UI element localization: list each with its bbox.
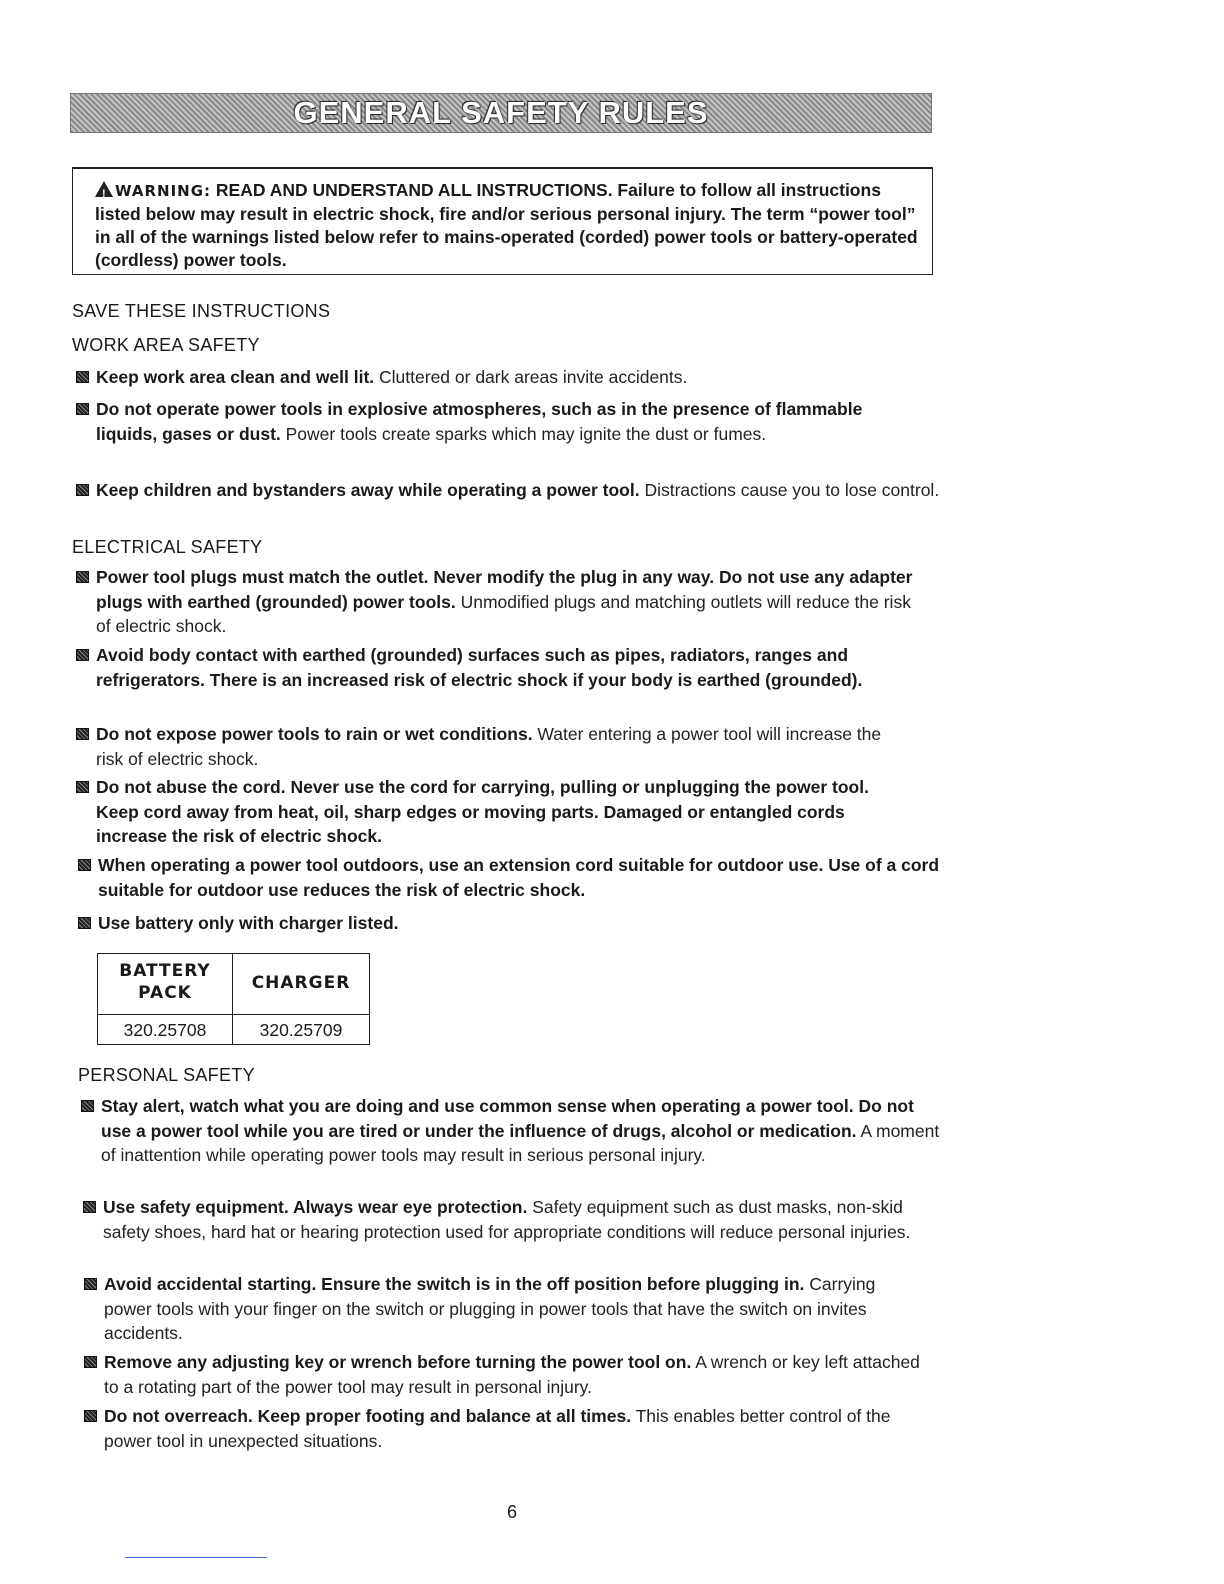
bullet-bold-text: When operating a power tool outdoors, use an extension cord suitable for outdoor use. Use of a cord suitable for outdoor use reduces the risk of electric shock. [98,855,940,900]
warning-text: READ AND UNDERSTAND ALL INSTRUCTIONS. Failure to follow all instructions listed below may result in electric shock, fire and/or serious personal injury. The term “power tool” in all of the warnings listed below refer to mains-operated (corded) power tools or battery-operated (cordless) power tools. [95,180,918,270]
bullet-bold-text: Do not overreach. Keep proper footing and balance at all times. [104,1406,632,1426]
table-header-line: PACK [138,983,192,1003]
warning-label: WARNING: [115,182,212,200]
list-item [96,722,896,771]
bullet-bold-text: Keep work area clean and well lit. [96,367,375,387]
heading-save-instructions: SAVE THESE INSTRUCTIONS [72,301,331,321]
bullet-bold-text: Avoid accidental starting. Ensure the switch is in the off position before plugging in. [104,1274,805,1294]
bullet-body-text: A wrench or key left attached to a rotating part of the power tool may result in personal injury. [104,1352,920,1397]
bullet-bold-text: Avoid body contact with earthed (grounded) surfaces such as pipes, radiators, ranges and refrigerators. There is an increased risk of electric shock if your body is earthed (grounded). [96,645,863,690]
list-item [103,1195,948,1244]
bullet-bold-text: Do not abuse the cord. Never use the cord for carrying, pulling or unplugging the power tool. Keep cord away from heat, oil, sharp edges or moving parts. Damaged or entangled cords increase the risk of electric shock. [96,777,869,846]
bullet-square-icon [76,571,89,583]
bullet-square-icon [78,917,91,929]
bullet-square-icon [76,403,89,415]
warning-paragraph [95,179,925,272]
bullet-bold-text: Use safety equipment. Always wear eye protection. [103,1197,528,1217]
list-item [96,775,916,849]
table-cell-battery-model: 320.25708 [123,1020,207,1040]
bullet-bold-text: Do not operate power tools in explosive atmospheres, such as in the presence of flammable liquids, gases or dust. [96,399,863,444]
bullet-body-text: Distractions cause you to lose control. [639,480,940,500]
table-header-line: BATTERY [119,961,211,981]
list-item [104,1350,934,1399]
list-item [104,1404,904,1453]
bullet-bold-text: Stay alert, watch what you are doing and use common sense when operating a power tool. Do not use a power tool while you are tired or under the influence of drugs, alcohol or medication. [101,1096,914,1141]
warning-box [72,167,933,275]
footer-rule [125,1557,267,1558]
bullet-square-icon [76,484,89,496]
warning-triangle-icon [95,181,113,197]
heading-personal-safety: PERSONAL SAFETY [78,1065,255,1085]
bullet-square-icon [84,1410,97,1422]
bullet-body-text: Power tools create sparks which may ignite the dust or fumes. [280,423,767,444]
bullet-square-icon [76,781,89,793]
list-item [98,911,798,936]
bullet-square-icon [84,1356,97,1368]
bullet-square-icon [76,371,89,383]
battery-charger-table [97,953,370,1045]
bullet-bold-text: Do not expose power tools to rain or wet conditions. [96,724,533,744]
bullet-body-text: Water entering a power tool will increase the risk of electric shock. [96,724,882,769]
bullet-body-text: This enables better control of the power tool in unexpected situations. [104,1406,891,1451]
bullet-body-text: Safety equipment such as dust masks, non-skid safety shoes, hard hat or hearing protection used for appropriate conditions will reduce personal injuries. [103,1197,911,1242]
bullet-square-icon [83,1201,96,1213]
bullet-bold-text: Use battery only with charger listed. [98,913,399,933]
bullet-square-icon [76,649,89,661]
table-divider [98,1014,369,1015]
list-item [98,853,948,902]
table-cell-charger-model: 320.25709 [259,1020,343,1040]
bullet-square-icon [76,728,89,740]
table-header-charger: CHARGER [251,973,351,993]
bullet-bold-text: Keep children and bystanders away while operating a power tool. [96,480,640,500]
bullet-square-icon [81,1100,94,1112]
list-item [96,565,926,639]
page-number: 6 [506,1502,517,1522]
list-item [96,397,916,446]
bullet-body-text: Cluttered or dark areas invite accidents. [374,367,688,387]
list-item [101,1094,946,1168]
bullet-bold-text: Power tool plugs must match the outlet. Never modify the plug in any way. Do not use any adapter plugs with earthed (grounded) power tools. [96,567,913,612]
bullet-square-icon [84,1278,97,1290]
list-item [96,643,936,692]
section-banner [70,93,932,133]
list-item [96,365,936,390]
bullet-body-text: Carrying power tools with your finger on the switch or plugging in power tools that have the switch on invites accidents. [104,1274,876,1343]
bullet-body-text: A moment of inattention while operating power tools may result in serious personal injury. [101,1120,940,1165]
heading-electrical-safety: ELECTRICAL SAFETY [72,537,263,557]
list-item [104,1272,919,1346]
bullet-bold-text: Remove any adjusting key or wrench before turning the power tool on. [104,1352,692,1372]
list-item [96,478,941,503]
heading-work-area-safety: WORK AREA SAFETY [72,335,260,355]
banner-title: GENERAL SAFETY RULES [293,95,709,130]
bullet-square-icon [78,859,91,871]
bullet-body-text: Unmodified plugs and matching outlets will reduce the risk of electric shock. [96,591,911,636]
table-header-battery-pack [98,960,232,1004]
